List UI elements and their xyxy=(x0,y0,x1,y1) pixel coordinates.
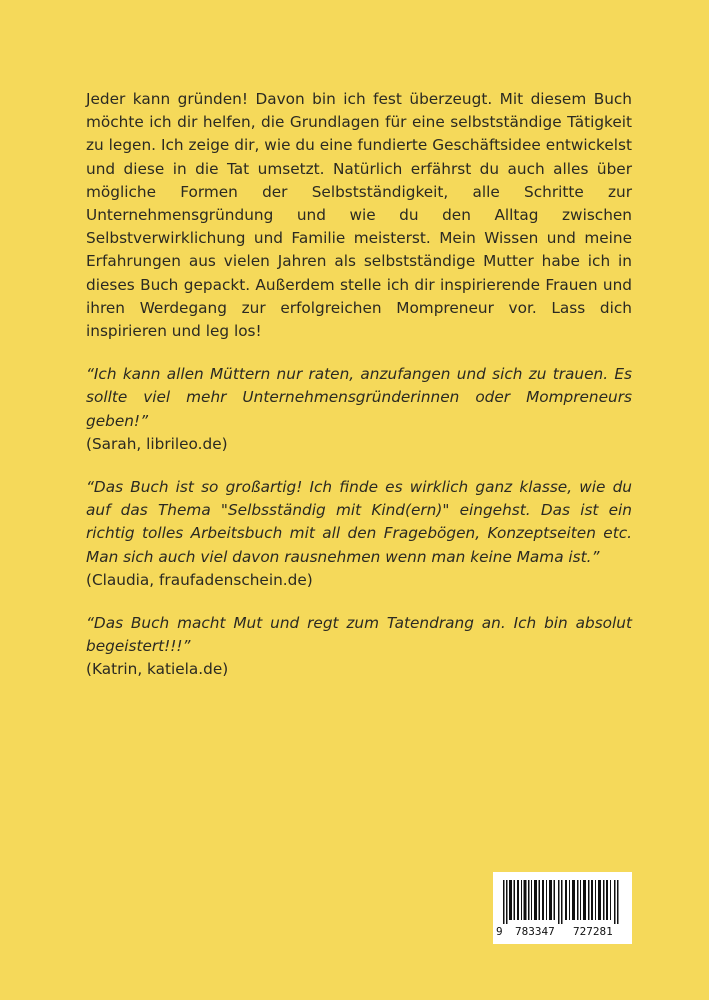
barcode-digits xyxy=(493,923,632,941)
testimonial-text: “Das Buch macht Mut und regt zum Tatendrang an. Ich bin absolut begeistert!!!” xyxy=(86,614,632,656)
testimonial-source: (Sarah, librileo.de) xyxy=(86,434,228,453)
testimonial-3 xyxy=(86,612,632,682)
testimonial-2 xyxy=(86,476,632,592)
barcode-bars-icon xyxy=(501,880,623,924)
back-cover-text xyxy=(86,88,632,702)
testimonial-text: “Das Buch ist so großartig! Ich finde es wirklich ganz klasse, wie du auf das Thema "Selbsständig mit Kind(ern)" eingehst. Das ist ein richtig tolles Arbeitsbuch mit all den Fragebögen, Konzeptseiten etc. Man sich auch viel davon rausnehmen wenn man keine Mama ist.” xyxy=(86,478,632,566)
testimonial-text: “Ich kann allen Müttern nur raten, anzufangen und sich zu trauen. Es sollte viel mehr Unternehmensgründerinnen oder Mompreneurs geben!” xyxy=(86,365,632,430)
blurb-paragraph: Jeder kann gründen! Davon bin ich fest überzeugt. Mit diesem Buch möchte ich dir helfen, die Grundlagen für eine selbstständige Tätigkeit zu legen. Ich zeige dir, wie du eine fundierte Geschäftsidee entwickelst und diese in die Tat umsetzt. Natürlich erfährst du auch alles über mögliche Formen der Selbstständigkeit, alle Schritte zur Unternehmensgründung und wie du den Alltag zwischen Selbstverwirklichung und Familie meisterst. Mein Wissen und meine Erfahrungen aus vielen Jahren als selbstständige Mutter habe ich in dieses Buch gepackt. Außerdem stelle ich dir inspirierende Frauen und ihren Werdegang zur erfolgreichen Mompreneur vor. Lass dich inspirieren und leg los! xyxy=(86,90,632,341)
testimonial-source: (Katrin, katiela.de) xyxy=(86,660,229,679)
barcode-right-group: 727281 xyxy=(573,925,613,938)
barcode-left-group: 783347 xyxy=(515,925,555,938)
testimonial-1 xyxy=(86,363,632,456)
testimonial-source: (Claudia, fraufadenschein.de) xyxy=(86,570,313,589)
barcode-first-digit: 9 xyxy=(496,925,503,938)
isbn-barcode xyxy=(493,872,632,944)
